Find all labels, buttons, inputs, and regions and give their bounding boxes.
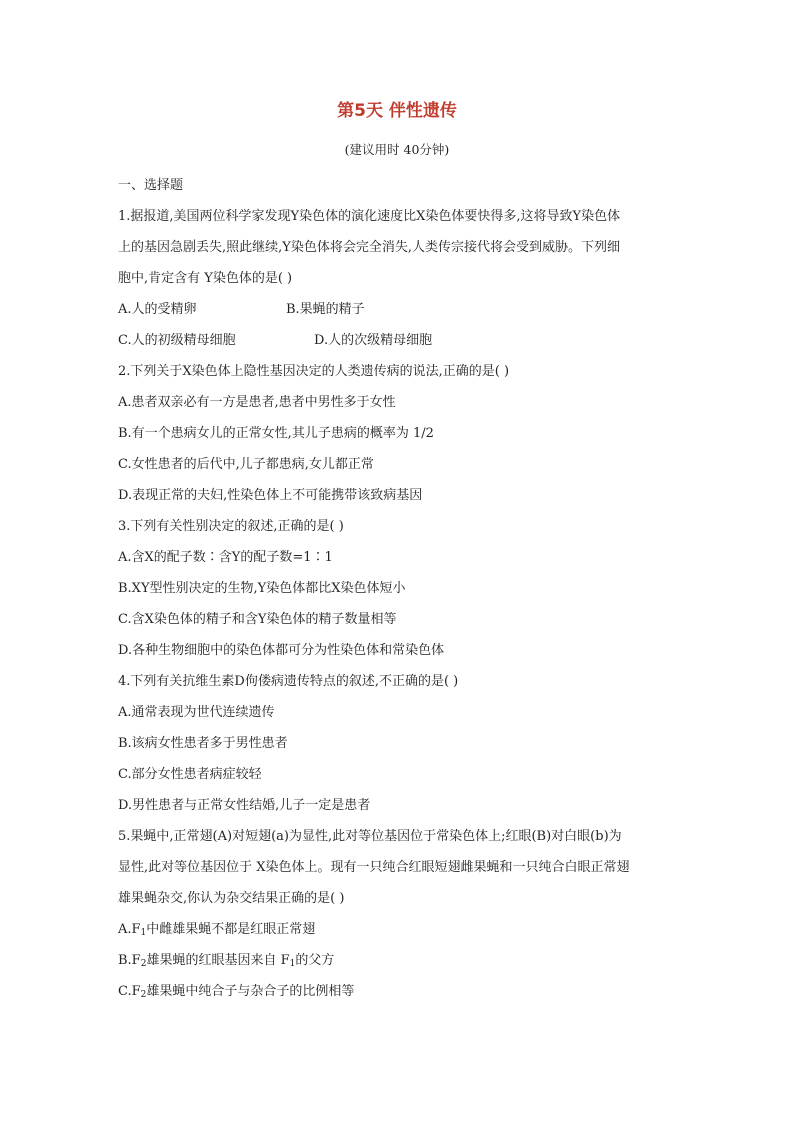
q1-options-ab <box>118 294 680 325</box>
q1-stem-line-1: 1.据报道,美国两位科学家发现Y染色体的演化速度比X染色体要快得多,这将导致Y染色体 <box>118 209 621 224</box>
q1-option-a: A.人的受精卵 <box>118 302 197 317</box>
q3-option-b: B.XY型性别决定的生物,Y染色体都比X染色体短小 <box>118 581 406 596</box>
q2-option-c: C.女性患者的后代中,儿子都患病,女儿都正常 <box>118 457 374 472</box>
q1-stem-line-2: 上的基因急剧丢失,照此继续,Y染色体将会完全消失,人类传宗接代将会受到威胁。下列细 <box>118 240 620 255</box>
q2-option-d: D.表现正常的夫妇,性染色体上不可能携带该致病基因 <box>118 488 423 503</box>
q3-stem: 3.下列有关性别决定的叙述,正确的是( ) <box>118 519 344 534</box>
q5-option-a: $A.F_1$中雌雄果蝇不都是红眼正常翅 <box>118 922 316 938</box>
q5-option-b: $B.F_2$雄果蝇的红眼基因来自 $F_1$的父方 <box>118 953 335 969</box>
q5-stem-line-2: 显性,此对等位基因位于 X染色体上。现有一只纯合红眼短翅雌果蝇和一只纯合白眼正常翅 <box>118 860 630 875</box>
q1-stem-line-3: 胞中,肯定含有 Y染色体的是( ) <box>118 271 293 286</box>
q3-option-d: D.各种生物细胞中的染色体都可分为性染色体和常染色体 <box>118 643 445 658</box>
q4-option-c: C.部分女性患者病症较轻 <box>118 767 262 782</box>
q3-option-a: A.含X的配子数∶含Y的配子数=1∶1 <box>118 550 333 565</box>
q2-stem: 2.下列关于X染色体上隐性基因决定的人类遗传病的说法,正确的是( ) <box>118 364 510 379</box>
q4-stem: 4.下列有关抗维生素D佝偻病遗传特点的叙述,不正确的是( ) <box>118 674 459 689</box>
q4-option-d: D.男性患者与正常女性结婚,儿子一定是患者 <box>118 798 371 813</box>
q2-option-a: A.患者双亲必有一方是患者,患者中男性多于女性 <box>118 395 396 410</box>
q4-option-b: B.该病女性患者多于男性患者 <box>118 736 288 751</box>
q4-option-a: A.通常表现为世代连续遗传 <box>118 705 275 720</box>
q1-options-cd <box>118 325 680 356</box>
q5-stem-line-3: 雄果蝇杂交,你认为杂交结果正确的是( ) <box>118 891 345 906</box>
q1-option-d: D.人的次级精母细胞 <box>314 333 433 348</box>
q3-option-c: C.含X染色体的精子和含Y染色体的精子数量相等 <box>118 612 397 627</box>
q1-option-c: C.人的初级精母细胞 <box>118 333 236 348</box>
q1-option-b: B.果蝇的精子 <box>286 302 365 317</box>
time-suggestion: (建议用时 40分钟) <box>344 142 450 157</box>
question-content <box>118 170 680 1007</box>
q5-option-c: $C.F_2$雄果蝇中纯合子与杂合子的比例相等 <box>118 984 355 1000</box>
section-heading: 一、选择题 <box>118 178 184 193</box>
page-title: 第5天 伴性遗传 <box>337 101 457 121</box>
q5-stem-line-1: 5.果蝇中,正常翅(A)对短翅(a)为显性,此对等位基因位于常染色体上;红眼(B)对白眼(b)为 <box>118 829 622 844</box>
q2-option-b: B.有一个患病女儿的正常女性,其儿子患病的概率为 1/2 <box>118 426 434 441</box>
